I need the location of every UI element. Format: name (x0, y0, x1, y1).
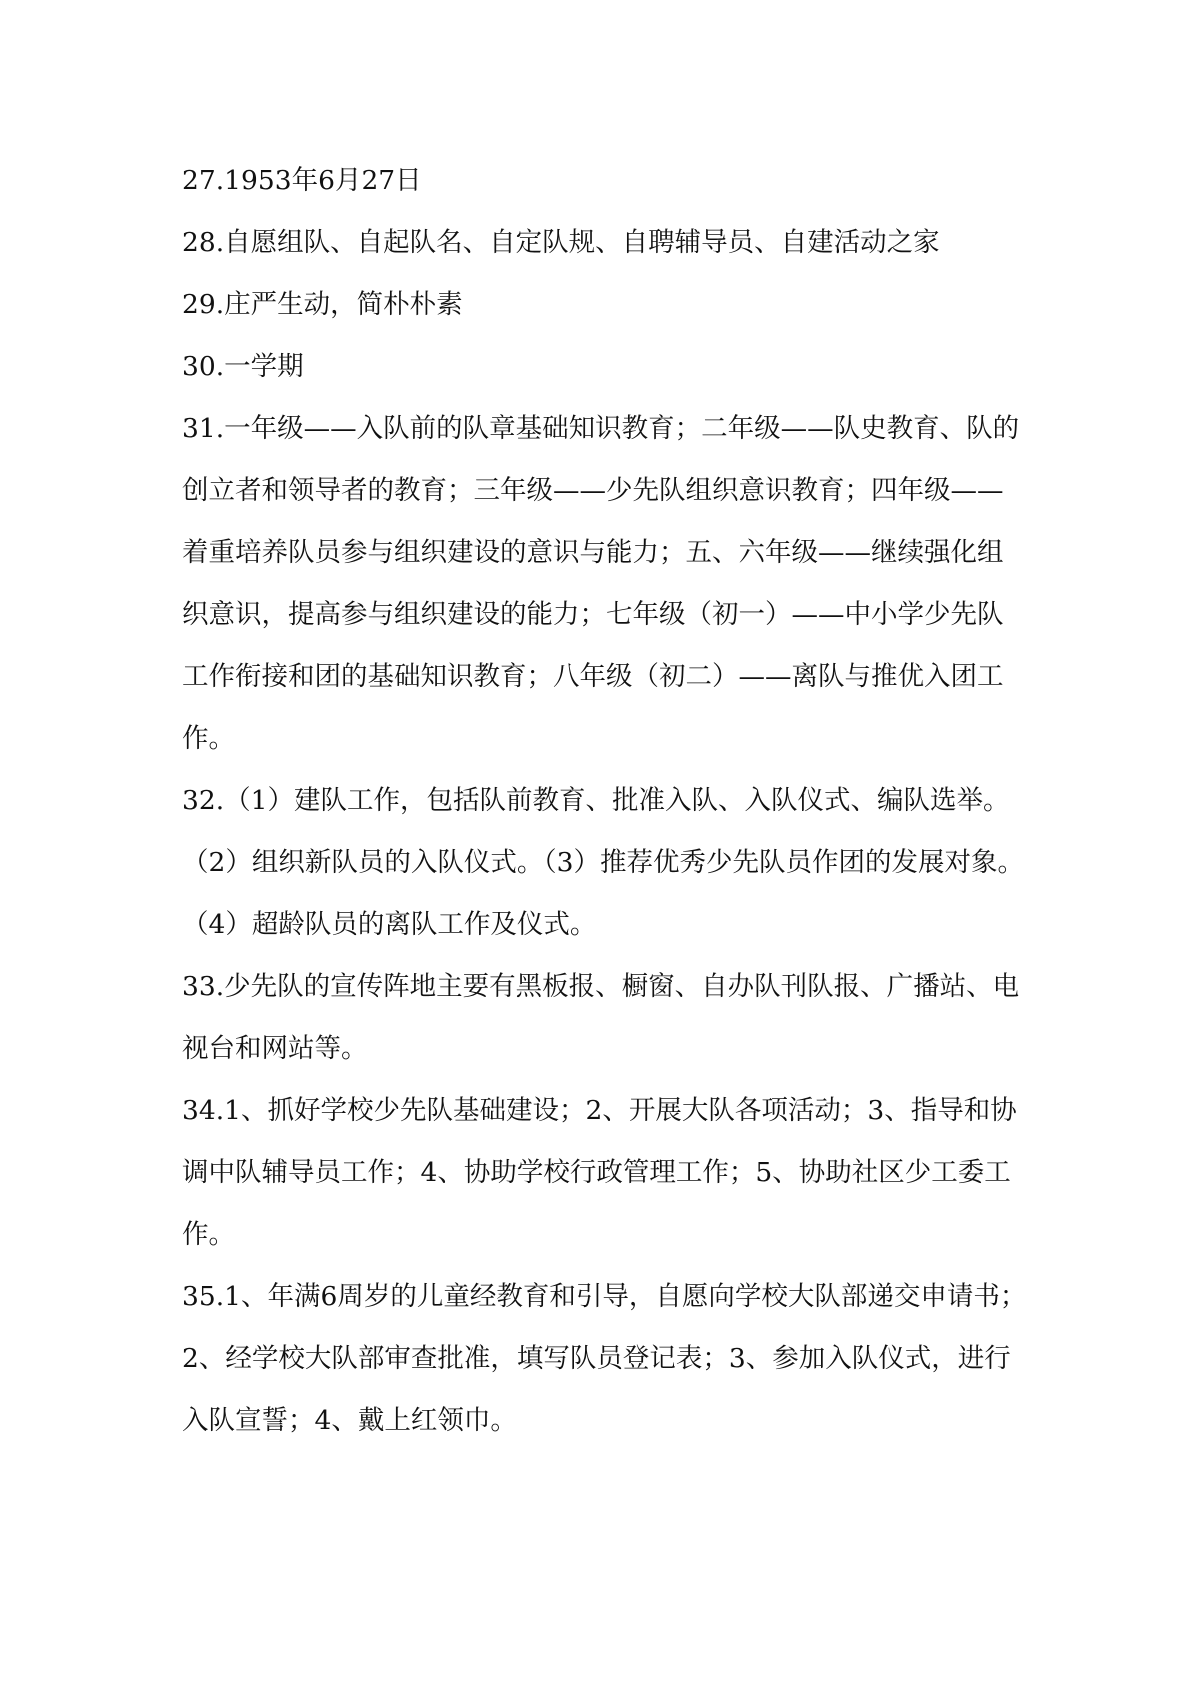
answer-line-35-cont: 入队宣誓；4、戴上红领巾。 (182, 1405, 517, 1436)
answer-line-33: 33.少先队的宣传阵地主要有黑板报、橱窗、自办队刊队报、广播站、电 (182, 971, 1020, 1002)
answer-line-33-cont: 视台和网站等。 (182, 1033, 368, 1064)
answer-line-34-cont: 作。 (182, 1219, 235, 1250)
answer-line-34: 34.1、抓好学校少先队基础建设；2、开展大队各项活动；3、指导和协 (182, 1095, 1017, 1126)
answer-line-27: 27.1953年6月27日 (182, 165, 422, 196)
answer-line-35-cont: 2、经学校大队部审查批准，填写队员登记表；3、参加入队仪式，进行 (182, 1343, 1011, 1374)
answer-line-31: 31.一年级——入队前的队章基础知识教育；二年级——队史教育、队的 (182, 413, 1020, 444)
answer-line-31-cont: 织意识，提高参与组织建设的能力；七年级（初一）——中小学少先队 (182, 599, 1004, 630)
answer-line-31-cont: 工作衔接和团的基础知识教育；八年级（初二）——离队与推优入团工 (182, 661, 1004, 692)
answer-line-32: 32.（1）建队工作，包括队前教育、批准入队、入队仪式、编队选举。 (182, 785, 1010, 816)
answer-line-29: 29.庄严生动，简朴朴素 (182, 289, 463, 320)
answer-line-31-cont: 着重培养队员参与组织建设的意识与能力；五、六年级——继续强化组 (182, 537, 1004, 568)
answer-line-31-cont: 作。 (182, 723, 235, 754)
document-body (182, 150, 1027, 1452)
answer-line-35: 35.1、年满6周岁的儿童经教育和引导，自愿向学校大队部递交申请书； (182, 1281, 1027, 1312)
answer-line-28: 28.自愿组队、自起队名、自定队规、自聘辅导员、自建活动之家 (182, 227, 940, 258)
answer-line-30: 30.一学期 (182, 351, 304, 382)
answer-line-32-cont: （2）组织新队员的入队仪式。（3）推荐优秀少先队员作团的发展对象。 (182, 847, 1024, 878)
answer-line-34-cont: 调中队辅导员工作；4、协助学校行政管理工作；5、协助社区少工委工 (182, 1157, 1011, 1188)
answer-line-31-cont: 创立者和领导者的教育；三年级——少先队组织意识教育；四年级—— (182, 475, 1004, 506)
answer-line-32-cont: （4）超龄队员的离队工作及仪式。 (182, 909, 597, 940)
